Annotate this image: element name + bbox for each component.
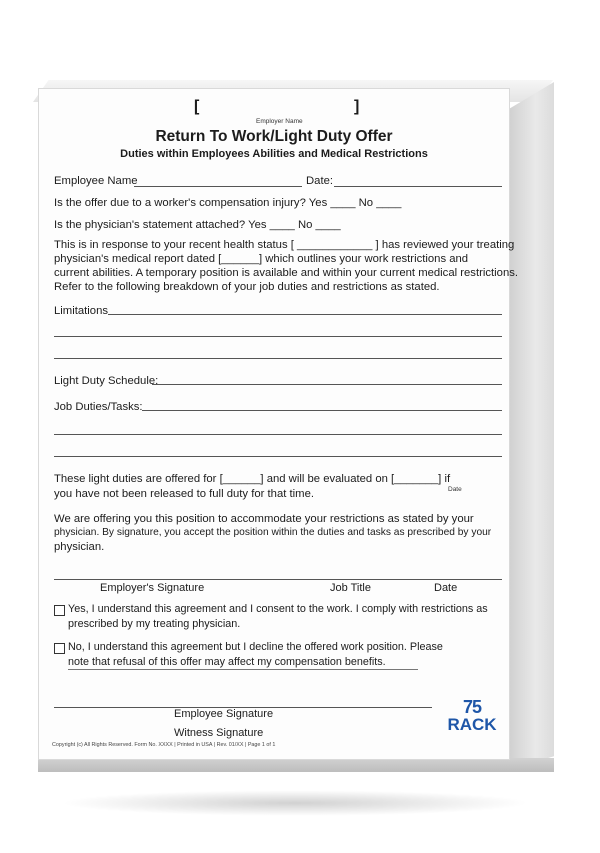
paragraph-2-date-caption: Date: [448, 486, 462, 493]
paragraph-1-line-3: current abilities. A temporary position is available and within your current medical restrictions.: [54, 267, 519, 279]
box-bottom-edge: [38, 758, 554, 772]
form-sheet: [38, 88, 519, 760]
question-physician-statement: Is the physician's statement attached? Yes ____ No ____: [54, 219, 341, 231]
decline-underline: [68, 669, 418, 670]
limitations-line-3[interactable]: [54, 358, 502, 359]
paragraph-3-line-2: physician. By signature, you accept the position within the duties and tasks as prescribed by your: [54, 527, 492, 538]
accept-checkbox[interactable]: [54, 605, 65, 616]
form-subtitle: Duties within Employees Abilities and Medical Restrictions: [120, 148, 428, 160]
decline-text-line-1: No, I understand this agreement but I decline the offered work position. Please: [68, 641, 443, 653]
duties-line-1[interactable]: [142, 410, 502, 411]
paragraph-2-line-2: you have not been released to full duty for that time.: [54, 488, 314, 500]
paragraph-2-line-1: These light duties are offered for [______] and will be evaluated on [_______] if: [54, 473, 451, 485]
job-duties-label: Job Duties/Tasks:: [54, 401, 143, 413]
light-duty-schedule-label: Light Duty Schedule:: [54, 375, 159, 387]
duties-line-3[interactable]: [54, 456, 502, 457]
paragraph-1-line-1: This is in response to your recent health status [ ____________ ] has reviewed your treating: [54, 239, 515, 251]
paragraph-1-line-2: physician's medical report dated [______] which outlines your work restrictions and: [54, 253, 469, 265]
job-title-label: Job Title: [330, 582, 371, 594]
date-line[interactable]: [334, 186, 502, 187]
duties-line-2[interactable]: [54, 434, 502, 435]
employee-name-line[interactable]: [134, 186, 302, 187]
employer-signature-line[interactable]: [54, 579, 502, 580]
decline-text-line-2: note that refusal of this offer may affect my compensation benefits.: [68, 656, 386, 668]
accept-text-line-2: prescribed by my treating physician.: [68, 618, 241, 630]
paragraph-3-line-1: We are offering you this position to accommodate your restrictions as stated by your: [54, 513, 474, 525]
employer-signature-label: Employer's Signature: [100, 582, 205, 594]
footer-fine-print: Copyright (c) All Rights Reserved. Form No. XXXX | Printed in USA | Rev. 01/XX | Page 1 of 1: [52, 742, 276, 748]
brand-logo-number: 75: [462, 697, 482, 717]
brand-logo: [442, 698, 502, 734]
brand-logo-word: RACK: [447, 715, 497, 734]
employer-name-caption: Employer Name: [256, 118, 303, 125]
accept-text-line-1: Yes, I understand this agreement and I consent to the work. I comply with restrictions as: [68, 603, 488, 615]
limitations-label: Limitations: [54, 305, 108, 317]
date-label: Date:: [306, 175, 334, 187]
paragraph-1-line-4: Refer to the following breakdown of your job duties and restrictions as stated.: [54, 281, 440, 293]
employee-signature-label: Employee Signature: [174, 708, 274, 720]
left-bracket: [: [194, 98, 200, 115]
box-shadow: [60, 790, 530, 816]
limitations-line-2[interactable]: [54, 336, 502, 337]
limitations-line-1[interactable]: [108, 314, 502, 315]
box-right-side: [508, 82, 554, 770]
right-bracket: ]: [354, 98, 360, 115]
decline-checkbox[interactable]: [54, 643, 65, 654]
schedule-line[interactable]: [152, 384, 502, 385]
paragraph-3-line-3: physician.: [54, 541, 105, 553]
question-workers-comp: Is the offer due to a worker's compensation injury? Yes ____ No ____: [54, 197, 402, 209]
employee-name-label: Employee Name: [54, 175, 138, 187]
witness-signature-label: Witness Signature: [174, 727, 264, 739]
signature-date-label: Date: [434, 582, 458, 594]
form-title: Return To Work/Light Duty Offer: [155, 128, 393, 145]
